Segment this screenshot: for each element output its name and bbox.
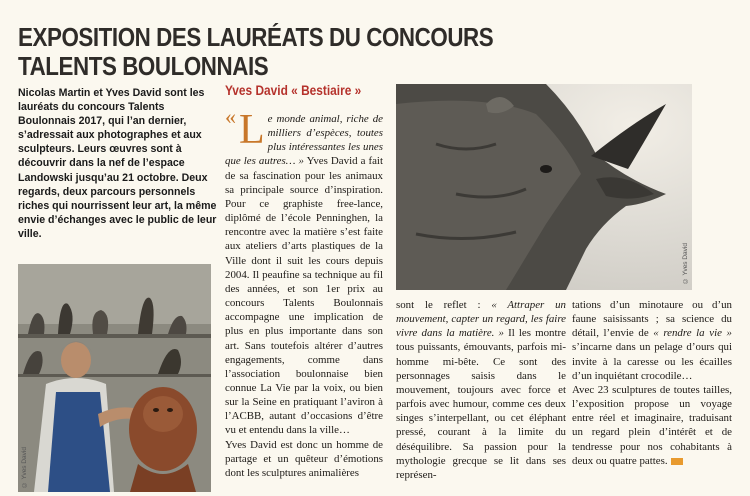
column-4-text: s’incarne dans un pelage d’ours qui invite à la caresse ou les écailles d’un inquiétant crocodile… [572,341,732,382]
column-2-paragraph-2: Yves David est donc un homme de partage et un quêteur d’émotions dont les sculptures animalières [225,438,383,479]
rhino-photo-credit: © Yves David [682,242,689,284]
artist-photo [18,264,211,492]
text-column-2 [225,107,383,480]
rhino-sculpture-photo [396,84,692,290]
title-line-2: TALENTS BOULONNAIS [18,51,269,82]
intro-paragraph: Nicolas Martin et Yves David sont les lauréats du concours Talents Boulonnais 2017, qui l’an dernier, s’adressait aux photographes et aux sculpteurs. Leurs œuvres sont à découvrir dans la nef de l’espace Landowski jusqu’au 21 octobre. Deux regards, deux parcours personnels riches qui nourrissent leur art, la même envie d’échanges avec le public de leur ville. [18,87,217,240]
opening-quote: e monde animal, riche de milliers d’espèces, toutes plus intéressantes les unes que les autres… » [225,113,383,168]
drop-cap: L [239,107,265,153]
column-4-lead: tations d’un minotaure ou d’un faune saisissants ; sa science du détail, l’envie de [572,299,732,340]
open-quote-mark: « [225,104,236,129]
title-line-1: EXPOSITION DES LAURÉATS DU CONCOURS [18,22,494,53]
artist-quote: « Attraper un mouvement, capter un regard, les faire vivre dans la matière. » [396,299,566,340]
rendre-la-vie-quote: « rendre la vie » [653,327,732,340]
column-2-text: Yves David a fait de sa fascination pour les animaux sa principale source d’inspiration. Pour ce graphiste free-lance, diplômé de l’école Penninghen, la rencontre avec la matière s’est faite aux ateliers d’arts plastiques de la Ville dont il suit les cours depuis 2004. Il peaufine sa technique au fil des années, et son 1er prix au concours Talents Boulonnais accompagne une implication de plus en plus importante dans son art. Sans toutefois altérer d’autres engagements, comme dans l’association boulonnaise bien connue La Vie par la voix, ou bien sur la Seine en pratiquant l’aviron à l’ACBB, autant d’occasions d’être vu et entendu dans la ville… [225,155,383,437]
article-title [18,23,586,81]
column-3-lead: sont le reflet : [396,299,492,311]
artist-photo-credit: © Yves David [21,446,28,488]
text-column-4 [572,298,732,468]
end-of-article-mark [671,458,683,465]
rhino-illustration [396,84,692,290]
closing-paragraph: Avec 23 sculptures de toutes tailles, l’exposition propose un voyage entre réel et imaginaire, traduisant un regard plein d’intérêt et de tendresse pour nos cohabitants à deux ou quatre pattes. [572,383,732,467]
text-column-3 [396,298,566,482]
artist-photo-illustration [18,264,211,492]
section-heading: Yves David « Bestiaire » [225,82,362,98]
column-3-text: Il les montre tous puissants, émouvants, parfois mi-homme mi-bête. Ce sont des personnages saisis dans le mouvement, toujours avec force et parfois avec humour, comme ces deux singes s’interpellant, ou cet éléphant pressé, courant à la limite du déséquilibre. Sa passion pour la mythologie grecque se lit dans ses représen- [396,327,566,481]
